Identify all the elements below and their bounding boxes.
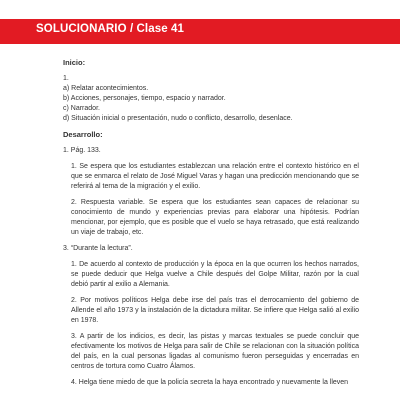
document-body <box>63 58 359 394</box>
inicio-item-b: b) Acciones, personajes, tiempo, espacio y narrador. <box>63 95 226 102</box>
page-title: SOLUCIONARIO / Clase 41 <box>36 23 185 35</box>
inicio-item-c: c) Narrador. <box>63 105 100 112</box>
section-title-desarrollo: Desarrollo: <box>63 130 103 139</box>
inicio-number: 1. <box>63 75 69 82</box>
answer-paragraph-2: 2. Respuesta variable. Se espera que los estudiantes sean capaces de relacionar su conocimiento de mundo y experiencias previas para elaborar una hipótesis. Podrían mencionar, por ejemplo, que es posible que el vuelo se haya retrasado, que está realizando un viaje de trabajo, etc. <box>71 199 359 236</box>
section-title-inicio: Inicio: <box>63 58 86 67</box>
inicio-item-d: d) Situación inicial o presentación, nudo o conflicto, desarrollo, desenlace. <box>63 115 293 122</box>
answer-paragraph-1: 1. Se espera que los estudiantes establezcan una relación entre el contexto histórico en el que se enmarca el relato de José Miguel Varas y hagan una predicción mencionando que se referirá al tema de la migración y el exilio. <box>71 163 359 190</box>
answer-paragraph-5: 3. A partir de los indicios, es decir, las pistas y marcas textuales se puede concluir que efectivamente los motivos de Helga para salir de Chile se relacionan con la situación política del país, en la cual personas ligadas al comunismo fueron perseguidas y encerradas en centros de tortura como Cuatro Álamos. <box>71 333 359 370</box>
answer-paragraph-4: 2. Por motivos políticos Helga debe irse del país tras el derrocamiento del gobierno de Allende el año 1973 y la instalación de la dictadura militar. Se infiere que Helga salió al exilio en 1978. <box>71 297 359 324</box>
desarrollo-item-3: 3. “Durante la lectura”. <box>63 245 133 252</box>
inicio-item-a: a) Relatar acontecimientos. <box>63 85 149 92</box>
header-bar <box>0 19 400 44</box>
answer-paragraph-6: 4. Helga tiene miedo de que la policía secreta la haya encontrado y nuevamente la lleven <box>71 379 349 386</box>
desarrollo-item-1: 1. Pág. 133. <box>63 147 101 154</box>
answer-paragraph-3: 1. De acuerdo al contexto de producción y la época en la que ocurren los hechos narrados, se puede deducir que Helga vuelve a Chile después del Golpe Militar, razón por la cual debió partir al exilio a Alemania. <box>71 261 359 288</box>
